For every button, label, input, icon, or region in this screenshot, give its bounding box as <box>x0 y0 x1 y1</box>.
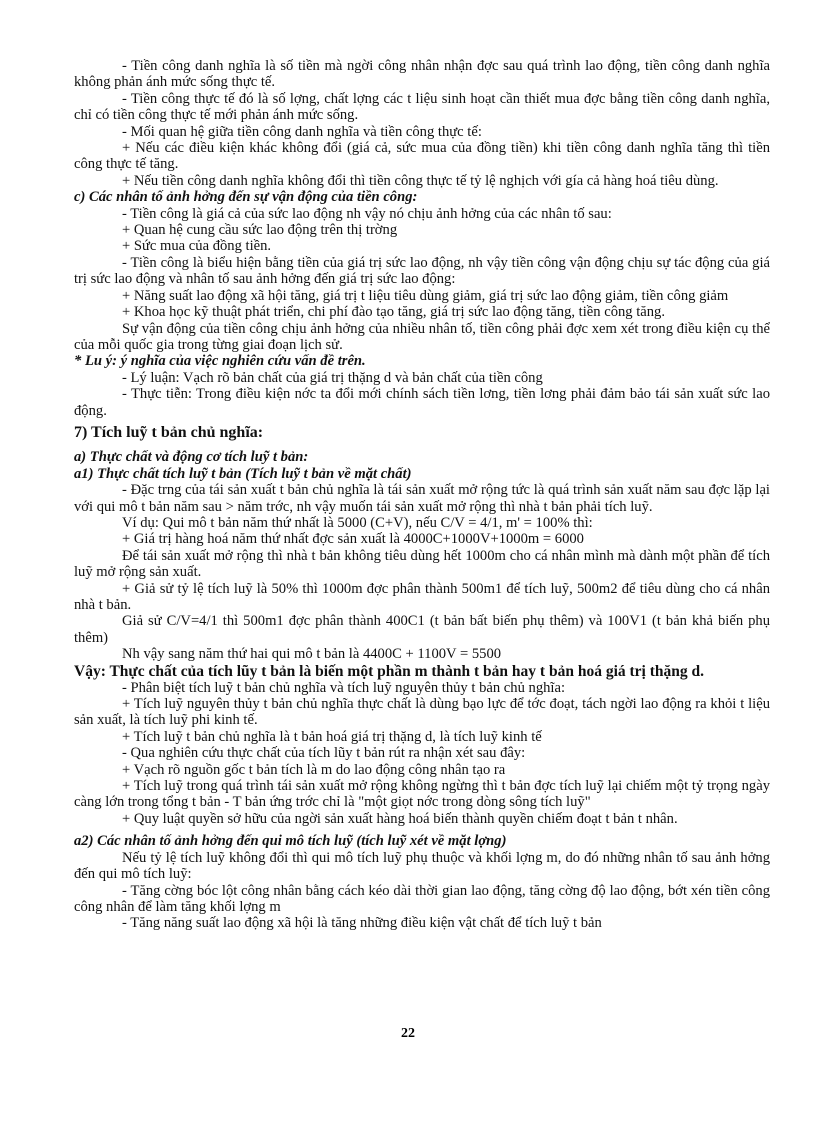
text-line: + Giả sử tỷ lệ tích luỹ là 50% thì 1000m đợc phân thành 500m1 để tích luỹ, 500m2 để tiêu dùng cho cá nhân nhà t bản. <box>74 580 770 613</box>
text-line: + Nếu các điều kiện khác không đổi (giá cả, sức mua của đồng tiền) khi tiền công danh nghĩa tăng thì tiền công thực tế tăng. <box>74 140 770 173</box>
section-heading: a) Thực chất và động cơ tích luỹ t bản: <box>74 449 309 466</box>
text-line: - Qua nghiên cứu thực chất của tích lũy t bản rút ra nhận xét sau đây: <box>122 745 526 762</box>
text-line: Nh vậy sang năm thứ hai qui mô t bản là 4400C + 1100V = 5500 <box>122 646 502 663</box>
text-line: - Mối quan hệ giữa tiền công danh nghĩa và tiền công thực tế: <box>122 123 482 140</box>
text-line: - Thực tiễn: Trong điều kiện nớc ta đổi mới chính sách tiền lơng, tiền lơng phải đảm bảo tái sản xuất sức lao động. <box>74 386 770 419</box>
chapter-heading: 7) Tích luỹ t bản chủ nghĩa: <box>74 423 264 441</box>
text-line: - Tiền công danh nghĩa là số tiền mà ngời công nhân nhận đợc sau quá trình lao động, tiền công danh nghĩa không phản ánh mức sống thực tế. <box>74 58 770 91</box>
text-line: - Đặc trng của tái sản xuất t bản chủ nghĩa là tái sản xuất mở rộng tức là quá trình sản xuất năm sau đợc lặp lại với qui mô t bản năm sau > năm trớc, nh vậy muốn tái sản xuất mở rộng thì nhà t bản phải tích luỹ. <box>74 482 770 515</box>
text-line: - Lý luận: Vạch rõ bản chất của giá trị thặng d và bản chất của tiền công <box>122 369 543 386</box>
page-number: 22 <box>401 1026 415 1041</box>
text-line: + Nếu tiền công danh nghĩa không đổi thì tiền công thực tế tỷ lệ nghịch với gía cả hàng hoá tiêu dùng. <box>122 172 719 189</box>
subsection-heading: a1) Thực chất tích luỹ t bản (Tích luỹ t bản về mặt chất) <box>74 465 412 482</box>
text-line: + Tích luỹ nguyên thủy t bản chủ nghĩa thực chất là dùng bạo lực để tớc đoạt, tách ngời lao động ra khỏi t liệu sản xuất, là tích luỹ phi kinh tế. <box>74 696 770 729</box>
text-line: + Quy luật quyền sở hữu của ngời sản xuất hàng hoá biến thành quyền chiếm đoạt t bản t nhân. <box>122 810 678 827</box>
text-line: + Tích luỹ t bản chủ nghĩa là t bản hoá giá trị thặng d, là tích luỹ kinh tế <box>122 728 542 745</box>
text-line: - Tiền công thực tế đó là số lợng, chất lợng các t liệu sinh hoạt cần thiết mua đợc bằng tiền công danh nghĩa, chỉ có tiền công thực tế mới phản ánh mức sống. <box>74 90 770 124</box>
text-line: Để tái sản xuất mở rộng thì nhà t bản không tiêu dùng hết 1000m cho cá nhân mình mà dành một phần để tích luỹ mở rộng sản xuất. <box>74 547 770 581</box>
text-line: + Tích luỹ trong quá trình tái sản xuất mở rộng không ngừng thì t bản đợc tích luỹ lại chiếm một tỷ trọng ngày càng lớn trong tổng t bản - T bản ứng trớc chỉ là "một giọt nớc trong dòng sông tích luỹ" <box>74 778 770 811</box>
text-line: Giả sử C/V=4/1 thì 500m1 đợc phân thành 400C1 (t bản bất biến phụ thêm) và 100V1 (t bản khả biến phụ thêm) <box>74 613 770 646</box>
text-line: + Sức mua của đồng tiền. <box>122 238 272 255</box>
text-line: Sự vận động của tiền công chịu ảnh hởng của nhiều nhân tố, tiền công phải đợc xem xét trong điều kiện cụ thể của mỗi quốc gia trong từng giai đoạn lịch sử. <box>74 320 770 353</box>
text-line: - Tiền công là giá cả của sức lao động nh vậy nó chịu ảnh hởng của các nhân tố sau: <box>122 205 612 222</box>
text-line: Nếu tỷ lệ tích luỹ không đổi thì qui mô tích luỹ phụ thuộc và khối lợng m, do đó những nhân tố sau ảnh hởng đến qui mô tích luỹ: <box>74 849 770 883</box>
text-line: - Tiền công là biểu hiện bằng tiền của giá trị sức lao động, nh vậy tiền công vận động chịu sự tác động của giá trị sức lao động và nhân tố sau ảnh hởng đến giá trị sức lao động: <box>74 254 770 288</box>
text-line: + Vạch rõ nguồn gốc t bản tích là m do lao động công nhân tạo ra <box>122 761 506 778</box>
text-line: - Tăng năng suất lao động xã hội là tăng những điều kiện vật chất để tích luỹ t bản <box>122 915 602 932</box>
text-line: + Khoa học kỹ thuật phát triển, chi phí đào tạo tăng, giá trị sức lao động tăng, tiền công tăng. <box>122 304 666 321</box>
text-line: + Năng suất lao động xã hội tăng, giá trị t liệu tiêu dùng giảm, giá trị sức lao động giảm, tiền công giảm <box>122 287 729 304</box>
text-line: + Quan hệ cung cầu sức lao động trên thị trờng <box>122 222 398 239</box>
document-body <box>74 58 770 932</box>
text-line: + Giá trị hàng hoá năm thứ nhất đợc sản xuất là 4000C+1000V+1000m = 6000 <box>122 531 584 548</box>
text-line: - Tăng cờng bóc lột công nhân bằng cách kéo dài thời gian lao động, tăng cờng độ lao động, bớt xén tiền công công nhân để làm tăng khối lợng m <box>74 882 770 915</box>
note-heading: * Lu ý: ý nghĩa của việc nghiên cứu vấn đề trên. <box>74 353 366 370</box>
section-heading: c) Các nhân tố ảnh hởng đến sự vận động của tiền công: <box>74 189 418 206</box>
conclusion-text: Vậy: Thực chất của tích lũy t bản là biến một phần m thành t bản hay t bản hoá giá trị thặng d. <box>74 662 704 680</box>
text-line: - Phân biệt tích luỹ t bản chủ nghĩa và tích luỹ nguyên thủy t bản chủ nghĩa: <box>122 679 565 696</box>
text-line: Ví dụ: Qui mô t bản năm thứ nhất là 5000 (C+V), nếu C/V = 4/1, m' = 100% thì: <box>122 514 593 531</box>
subsection-heading: a2) Các nhân tố ảnh hởng đến qui mô tích luỹ (tích luỹ xét về mặt lợng) <box>74 833 507 850</box>
